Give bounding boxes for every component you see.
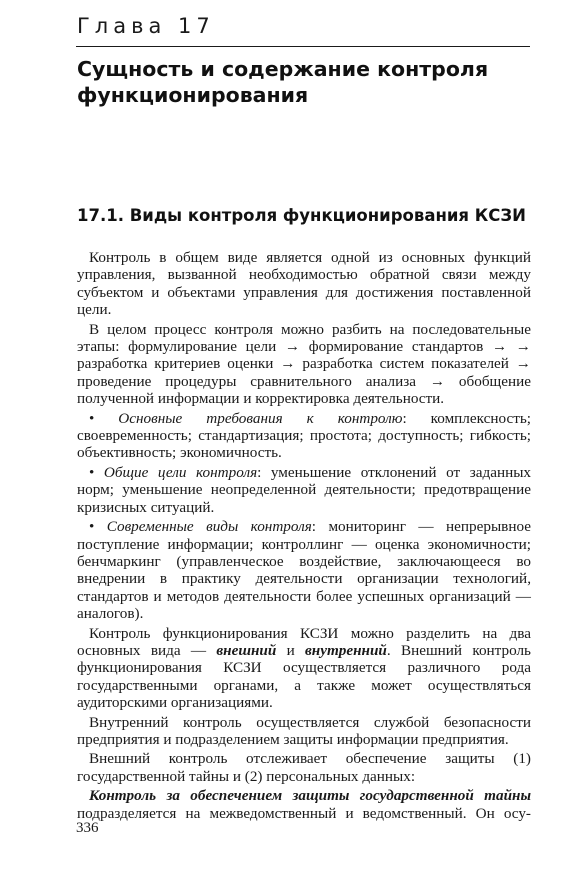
term: внутренний <box>305 641 387 659</box>
paragraph <box>77 625 531 712</box>
paragraph: В целом процесс контроля можно разбить на последовательные этапы: формулирование цели → формирование стандартов → → разработка критериев оценки → разработка систем показателей → проведение процедуры сравнительного анализа → обобщение полученной информации и корректировка деятельности. <box>77 320 531 408</box>
bullet-paragraph <box>77 464 531 516</box>
paragraph-text: подразделяется на межведомственный и ведомственный. Он осу- <box>77 804 531 822</box>
paragraph <box>77 787 531 822</box>
term: Общие цели контроля <box>103 463 258 481</box>
paragraph-text: . Внешний контроль функционирования КСЗИ осуществляется различного рода государственными органами, а также может осуществляться аудиторскими организациями. <box>77 641 531 712</box>
paragraph-text: Контроль функционирования КСЗИ можно разделить на два основных вида — <box>77 624 531 659</box>
term: Основные требования к контролю <box>118 409 403 427</box>
paragraph-text: : уменьшение отклонений от заданных норм; уменьшение неопределенной деятельности; предотвращение кризисных ситуаций. <box>77 463 531 516</box>
paragraph-text: и <box>276 641 306 659</box>
paragraph: Контроль в общем виде является одной из основных функций управления, вызванной необходимостью обратной связи между субъектом и объектами управления для достижения поставленной цели. <box>77 249 531 319</box>
bullet-marker: • <box>89 518 95 536</box>
page-number: 336 <box>76 820 99 836</box>
term: Современные виды контроля <box>106 518 312 536</box>
paragraph: Внешний контроль отслеживает обеспечение защиты (1) государственной тайны и (2) персональных данных: <box>77 750 531 785</box>
chapter-title: Сущность и содержание контроля функционирования <box>77 57 489 107</box>
chapter-label: Глава 17 <box>77 14 215 38</box>
body-text <box>77 249 531 824</box>
term: Контроль за обеспечением защиты государственной тайны <box>89 787 531 805</box>
bullet-marker: • <box>89 409 95 427</box>
chapter-rule <box>76 46 530 47</box>
paragraph: Внутренний контроль осуществляется службой безопасности предприятия и подразделением защиты информации предприятия. <box>77 713 531 748</box>
term: внешний <box>216 641 277 659</box>
bullet-paragraph <box>77 518 531 622</box>
paragraph-text: : мониторинг — непрерывное поступление информации; контроллинг — оценка экономичности; бенчмаркинг (управленческое воздействие, заключающееся во внедрении в практику деятельности организации технологий, стандартов и методов деятельности более успешных организаций — аналогов). <box>77 518 531 623</box>
paragraph-text: : комплексность; своевременность; стандартизация; простота; доступность; гибкость; объективность; экономичность. <box>77 409 531 462</box>
bullet-marker: • <box>89 463 95 481</box>
bullet-paragraph <box>77 410 531 462</box>
section-title: 17.1. Виды контроля функционирования КСЗИ <box>77 206 526 225</box>
